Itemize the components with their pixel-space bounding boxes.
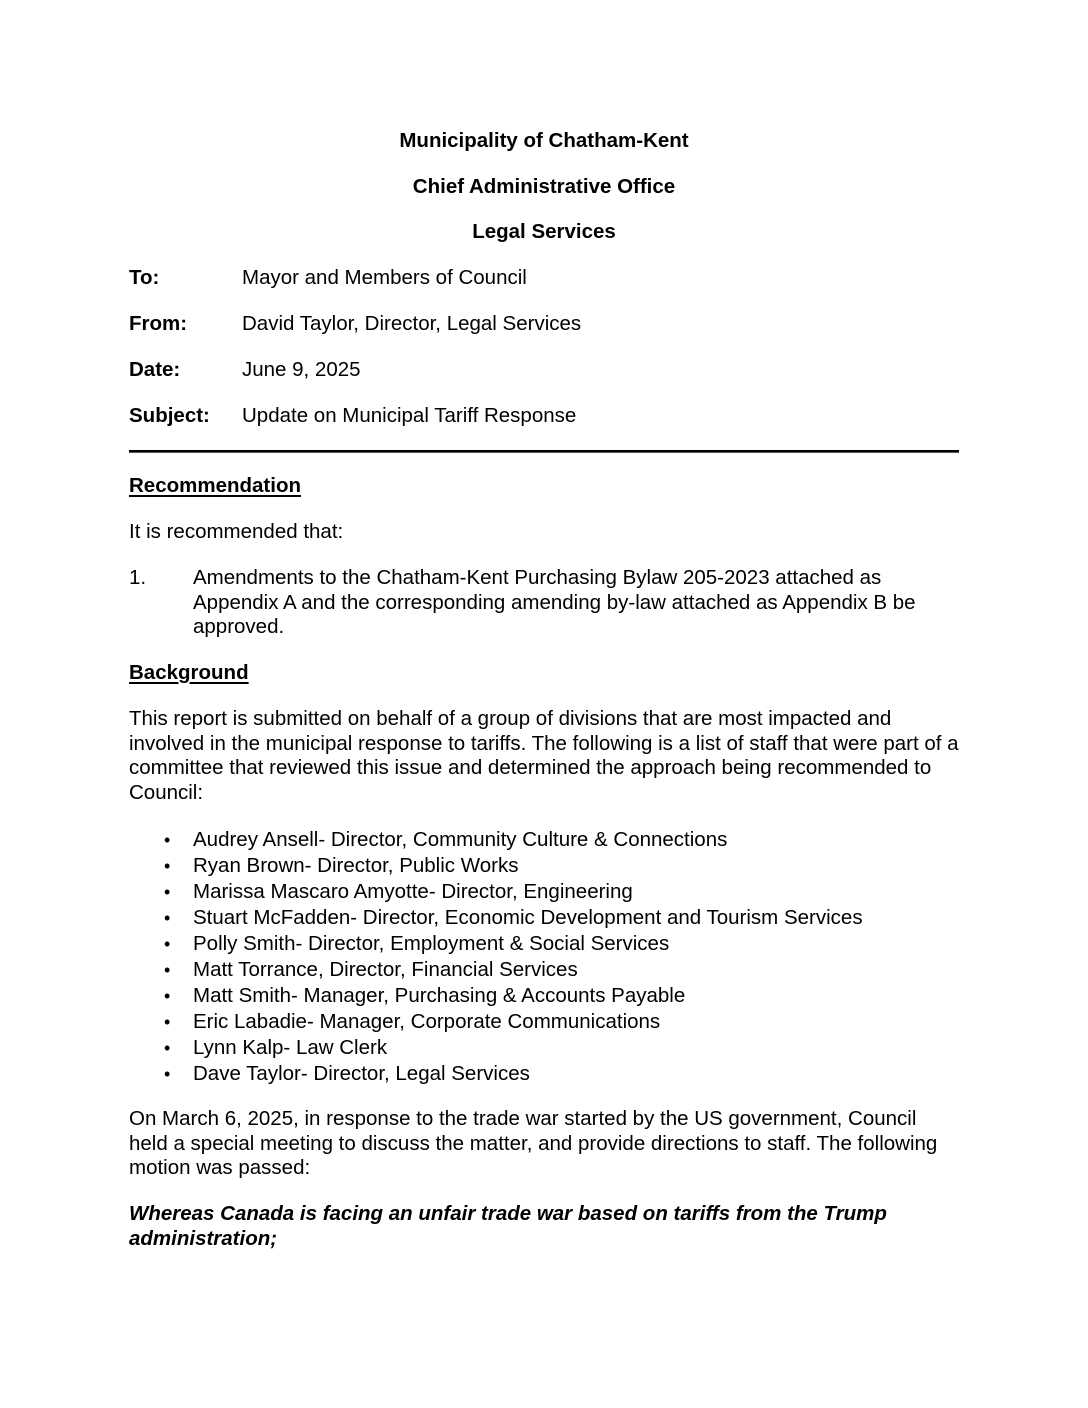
memo-subject-value: Update on Municipal Tariff Response xyxy=(242,404,577,427)
staff-name: Stuart McFadden- Director, Economic Development and Tourism Services xyxy=(193,906,863,929)
organization-title: Municipality of Chatham-Kent xyxy=(399,129,689,152)
staff-name: Polly Smith- Director, Employment & Social Services xyxy=(193,932,670,955)
bullet-icon: • xyxy=(164,986,171,1006)
staff-name: Eric Labadie- Manager, Corporate Communications xyxy=(193,1010,661,1033)
staff-list-item xyxy=(129,853,863,879)
staff-name: Dave Taylor- Director, Legal Services xyxy=(193,1062,530,1085)
staff-list-item xyxy=(129,931,863,957)
memo-from-value: David Taylor, Director, Legal Services xyxy=(242,312,582,335)
staff-list-item xyxy=(129,1009,863,1035)
bullet-icon: • xyxy=(164,882,171,902)
memo-to-value: Mayor and Members of Council xyxy=(242,266,527,289)
staff-list-item xyxy=(129,827,863,853)
memo-date-label: Date: xyxy=(129,358,181,381)
staff-name: Audrey Ansell- Director, Community Culture & Connections xyxy=(193,828,728,851)
memo-subject-label: Subject: xyxy=(129,404,210,427)
office-title: Chief Administrative Office xyxy=(412,175,676,198)
bullet-icon: • xyxy=(164,830,171,850)
department-title: Legal Services xyxy=(472,220,616,243)
staff-list-item xyxy=(129,983,863,1009)
bullet-icon: • xyxy=(164,856,171,876)
staff-name: Marissa Mascaro Amyotte- Director, Engineering xyxy=(193,880,633,903)
bullet-icon: • xyxy=(164,908,171,928)
staff-list-item xyxy=(129,879,863,905)
memo-date-value: June 9, 2025 xyxy=(242,358,361,381)
staff-list-item xyxy=(129,905,863,931)
recommendation-intro: It is recommended that: xyxy=(129,520,344,543)
memo-to-label: To: xyxy=(129,266,160,289)
staff-name: Lynn Kalp- Law Clerk xyxy=(193,1036,388,1059)
header-divider xyxy=(129,450,959,453)
recommendation-item-text: Amendments to the Chatham-Kent Purchasing Bylaw 205-2023 attached as Appendix A and the corresponding amending by-law attached as Appendix B be approved. xyxy=(193,566,916,638)
recommendation-heading: Recommendation xyxy=(129,474,301,497)
staff-name: Ryan Brown- Director, Public Works xyxy=(193,854,519,877)
bullet-icon: • xyxy=(164,1064,171,1084)
bullet-icon: • xyxy=(164,960,171,980)
background-intro: This report is submitted on behalf of a group of divisions that are most impacted and involved in the municipal response to tariffs. The following is a list of staff that were part of a committee that reviewed this issue and determined the approach being recommended to Council: xyxy=(129,707,959,804)
memo-from-label: From: xyxy=(129,312,188,335)
staff-name: Matt Smith- Manager, Purchasing & Accounts Payable xyxy=(193,984,686,1007)
bullet-icon: • xyxy=(164,934,171,954)
staff-list-item xyxy=(129,1035,863,1061)
motion-text: Whereas Canada is facing an unfair trade war based on tariffs from the Trump administration; xyxy=(129,1202,887,1250)
recommendation-item-number: 1. xyxy=(129,566,147,589)
bullet-icon: • xyxy=(164,1038,171,1058)
background-heading: Background xyxy=(129,661,249,684)
staff-list-item xyxy=(129,1061,863,1087)
march-meeting-paragraph: On March 6, 2025, in response to the trade war started by the US government, Council held a special meeting to discuss the matter, and provide directions to staff. The following motion was passed: xyxy=(129,1107,938,1179)
staff-list-item xyxy=(129,957,863,983)
staff-name: Matt Torrance, Director, Financial Services xyxy=(193,958,578,981)
bullet-icon: • xyxy=(164,1012,171,1032)
staff-list xyxy=(129,827,863,1087)
